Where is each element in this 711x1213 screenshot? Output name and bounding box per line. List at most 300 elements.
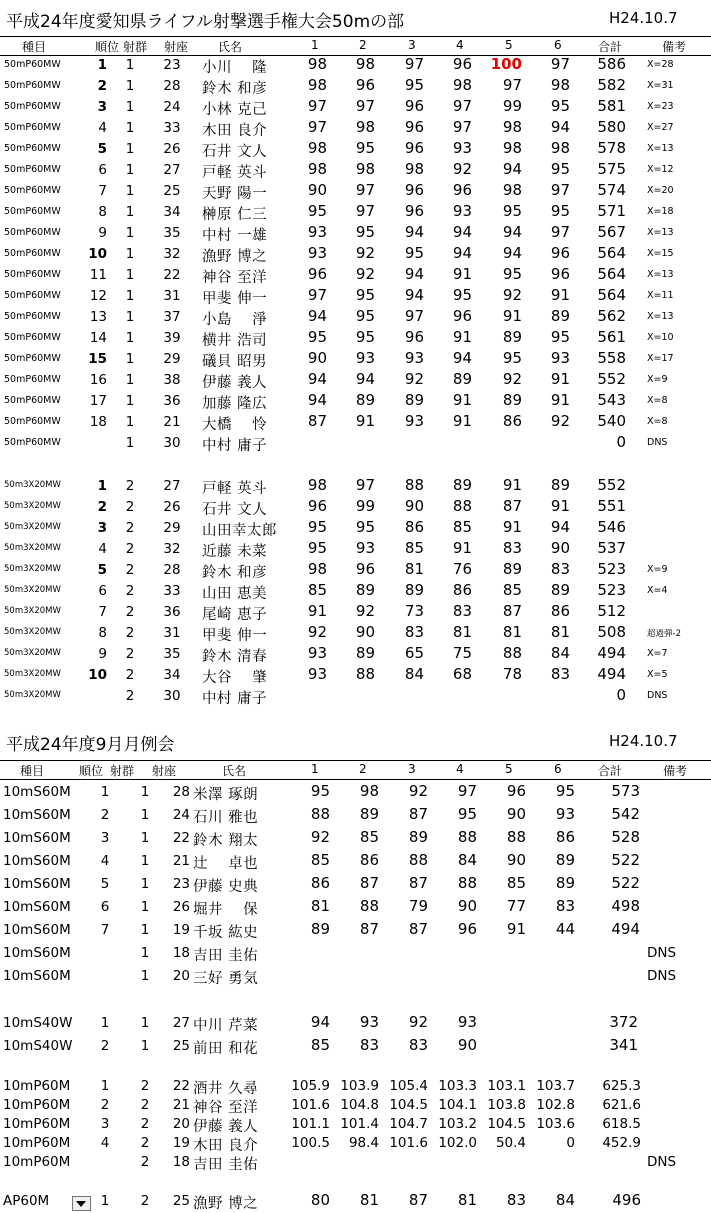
score-cell: 87 [408,874,428,892]
seat-cell: 38 [163,372,181,388]
score-cell: 103.2 [438,1116,477,1132]
score-cell: 91 [550,391,570,409]
rank-cell: 5 [97,141,107,157]
score-cell: 95 [355,328,375,346]
score-cell: 85 [452,518,472,536]
section2-header [0,760,711,780]
total-cell: 528 [611,828,640,846]
rank-cell: 2 [100,1097,110,1113]
name-cell: 中村 庸子 [202,691,268,707]
rank-cell: 9 [98,646,107,662]
seat-cell: 29 [163,351,181,367]
score-cell: 87 [502,602,522,620]
note-cell: X=7 [647,648,668,659]
name-cell: 小川 隆 [202,60,268,76]
name-cell: 辻 卓也 [193,856,259,872]
score-cell: 83 [550,665,570,683]
event-cell: 50m3X20MW [4,627,61,637]
score-cell: 86 [502,412,522,430]
score-cell: 76 [452,560,472,578]
group-cell: 1 [140,968,150,984]
name-cell: 鈴木 和彦 [202,81,268,97]
total-cell: 571 [597,202,626,220]
event-dropdown-button[interactable] [72,1196,91,1211]
total-cell: 558 [597,349,626,367]
seat-cell: 35 [163,225,181,241]
total-cell: 522 [611,874,640,892]
score-cell: 97 [452,118,472,136]
name-cell: 山田 恵美 [202,586,268,602]
score-cell: 96 [307,265,327,283]
score-cell: 81 [457,1191,477,1209]
score-cell: 95 [310,782,330,800]
score-cell: 89 [355,644,375,662]
score-cell: 90 [457,1036,477,1054]
score-cell: 94 [307,391,327,409]
event-cell: 10mS60M [3,968,71,984]
score-cell: 80 [310,1191,330,1209]
score-cell: 85 [506,874,526,892]
event-cell: 50m3X20MW [4,606,61,616]
score-cell: 94 [502,223,522,241]
score-cell: 95 [307,328,327,346]
column-header: 5 [505,762,513,776]
event-cell: 10mP60M [3,1078,71,1094]
score-cell: 89 [555,874,575,892]
score-cell: 95 [307,539,327,557]
total-cell: 564 [597,265,626,283]
score-cell: 96 [355,560,375,578]
total-cell: 578 [597,139,626,157]
total-cell: 551 [597,497,626,515]
score-cell: 95 [355,307,375,325]
seat-cell: 28 [163,78,181,94]
total-cell: 582 [597,76,626,94]
score-cell: 96 [452,55,472,73]
score-cell: 103.6 [536,1116,575,1132]
score-cell: 95 [307,518,327,536]
event-cell: 50mP60MW [4,311,61,322]
event-cell: 50m3X20MW [4,543,61,553]
score-cell: 86 [555,828,575,846]
note-cell: X=13 [647,311,674,322]
rank-cell: 16 [89,372,107,388]
score-cell: 96 [457,920,477,938]
score-cell: 103.9 [340,1078,379,1094]
total-cell: 522 [611,851,640,869]
group-cell: 1 [140,784,150,800]
score-cell: 95 [550,97,570,115]
name-cell: 鈴木 翔太 [193,833,259,849]
score-cell: 85 [307,581,327,599]
total-cell: 562 [597,307,626,325]
score-cell: 97 [404,307,424,325]
rank-cell: 1 [100,1193,110,1209]
name-cell: 石井 文人 [202,144,268,160]
score-cell: 93 [404,412,424,430]
rank-cell: 9 [98,225,107,241]
score-cell: 97 [355,181,375,199]
total-cell: 0 [616,433,626,451]
score-cell: 95 [404,76,424,94]
name-cell: 鈴木 清春 [202,649,268,665]
seat-cell: 31 [163,625,181,641]
name-cell: 米澤 琢朗 [193,787,259,803]
seat-cell: 32 [163,246,181,262]
score-cell: 88 [310,805,330,823]
seat-cell: 20 [172,968,190,984]
note-cell: X=10 [647,332,674,343]
name-cell: 伊藤 史典 [193,879,259,895]
score-cell: 104.5 [389,1097,428,1113]
name-cell: 堀井 保 [193,902,259,918]
score-cell: 88 [457,828,477,846]
total-cell: 567 [597,223,626,241]
score-cell: 87 [502,497,522,515]
section1-date: H24.10.7 [609,9,678,27]
score-cell: 91 [550,497,570,515]
score-cell: 99 [502,97,522,115]
total-cell: 523 [597,560,626,578]
score-cell: 77 [506,897,526,915]
score-cell: 91 [452,265,472,283]
score-cell: 78 [502,665,522,683]
event-cell: 10mS60M [3,899,71,915]
group-cell: 2 [125,478,135,494]
score-cell: 96 [452,181,472,199]
rank-cell: 1 [97,478,107,494]
score-cell: 91 [502,476,522,494]
rank-cell: 3 [100,830,110,846]
score-cell: 93 [307,244,327,262]
score-cell: 92 [404,370,424,388]
seat-cell: 23 [163,57,181,73]
event-cell: 50m3X20MW [4,564,61,574]
event-cell: 50mP60MW [4,59,61,70]
score-cell: 98 [550,139,570,157]
total-cell: 561 [597,328,626,346]
note-cell: X=13 [647,227,674,238]
event-cell: 10mS60M [3,784,71,800]
score-cell: 95 [550,202,570,220]
score-cell: 92 [355,265,375,283]
score-cell: 98 [307,560,327,578]
score-cell: 89 [310,920,330,938]
note-cell: X=9 [647,564,668,575]
score-cell: 96 [307,497,327,515]
group-cell: 2 [125,625,135,641]
score-cell: 89 [408,828,428,846]
event-cell: 50mP60MW [4,437,61,448]
name-cell: 尾崎 恵子 [202,607,268,623]
name-cell: 加藤 隆広 [202,396,268,412]
column-header: 合計 [598,40,623,54]
rank-cell: 2 [100,807,110,823]
rank-cell: 8 [98,204,107,220]
name-cell: 中川 芹菜 [193,1018,259,1034]
seat-cell: 25 [163,183,181,199]
group-cell: 1 [125,162,135,178]
score-cell: 92 [550,412,570,430]
name-cell: 木田 良介 [202,123,268,139]
event-cell: 50mP60MW [4,185,61,196]
score-cell: 84 [404,665,424,683]
total-cell: 546 [597,518,626,536]
total-cell: 498 [611,897,640,915]
score-cell: 96 [506,782,526,800]
total-cell: 537 [597,539,626,557]
score-cell: 101.4 [340,1116,379,1132]
event-cell: 10mS40W [3,1015,73,1031]
score-cell: 98 [355,55,375,73]
score-cell: 92 [307,623,327,641]
section2-title: 平成24年度9月月例会 [6,735,175,755]
note-cell: DNS [647,945,677,961]
score-cell: 93 [355,539,375,557]
score-cell: 95 [404,244,424,262]
section1-header [0,36,711,56]
event-cell: 10mS60M [3,807,71,823]
score-cell: 84 [550,644,570,662]
seat-cell: 19 [172,922,190,938]
score-cell: 93 [359,1013,379,1031]
column-header: 6 [554,38,562,52]
score-cell: 85 [310,851,330,869]
score-cell: 94 [550,518,570,536]
seat-cell: 27 [163,478,181,494]
event-cell: 50m3X20MW [4,648,61,658]
score-cell: 93 [550,349,570,367]
score-cell: 96 [355,76,375,94]
column-header: 種目 [22,40,47,54]
score-cell: 98 [502,139,522,157]
score-cell: 89 [502,560,522,578]
column-header: 射群 [123,40,148,54]
score-cell: 98 [502,181,522,199]
score-cell: 88 [506,828,526,846]
event-cell: 10mS60M [3,853,71,869]
name-cell: 伊藤 義人 [193,1119,259,1135]
name-cell: 石川 雅也 [193,810,259,826]
score-cell: 101.1 [291,1116,330,1132]
score-cell: 92 [355,244,375,262]
section2-date: H24.10.7 [609,732,678,750]
score-cell: 93 [452,139,472,157]
event-cell: 50m3X20MW [4,585,61,595]
chevron-down-icon [76,1201,86,1207]
event-cell: 10mS60M [3,830,71,846]
seat-cell: 25 [172,1038,190,1054]
group-cell: 1 [125,435,135,451]
rank-cell: 2 [97,78,107,94]
score-cell: 88 [452,497,472,515]
score-cell: 85 [502,581,522,599]
score-cell: 91 [355,412,375,430]
group-cell: 1 [140,853,150,869]
score-cell: 98 [307,55,327,73]
score-cell: 91 [307,602,327,620]
note-cell: X=13 [647,143,674,154]
total-cell: 621.6 [602,1097,641,1113]
score-cell: 79 [408,897,428,915]
group-cell: 1 [125,330,135,346]
group-cell: 2 [125,499,135,515]
seat-cell: 30 [163,435,181,451]
score-cell: 87 [408,920,428,938]
rank-cell: 7 [98,604,107,620]
rank-cell: 4 [100,853,110,869]
score-cell: 98 [307,76,327,94]
note-cell: X=27 [647,122,674,133]
note-cell: X=12 [647,164,674,175]
total-cell: 618.5 [602,1116,641,1132]
event-cell: 50mP60MW [4,248,61,259]
score-cell: 91 [452,412,472,430]
score-cell: 84 [555,1191,575,1209]
seat-cell: 20 [172,1116,190,1132]
score-cell: 88 [457,874,477,892]
rank-cell: 6 [98,162,107,178]
column-header: 4 [456,38,464,52]
seat-cell: 21 [163,414,181,430]
score-cell: 95 [550,328,570,346]
score-cell: 81 [452,623,472,641]
group-cell: 2 [125,604,135,620]
name-cell: 神谷 至洋 [202,270,268,286]
note-cell: X=13 [647,269,674,280]
score-cell: 91 [502,518,522,536]
score-cell: 96 [452,307,472,325]
event-cell: 10mP60M [3,1154,71,1170]
total-cell: 564 [597,244,626,262]
score-cell: 98 [355,160,375,178]
note-cell: DNS [647,690,668,701]
score-cell: 95 [502,202,522,220]
score-cell: 86 [452,581,472,599]
score-cell: 103.1 [487,1078,526,1094]
score-cell: 96 [404,118,424,136]
column-header: 射座 [152,764,177,778]
score-cell: 88 [502,644,522,662]
score-cell: 50.4 [495,1135,526,1151]
score-cell: 89 [502,391,522,409]
group-cell: 1 [125,372,135,388]
note-cell: X=8 [647,395,668,406]
event-cell: 50m3X20MW [4,501,61,511]
score-cell: 83 [506,1191,526,1209]
score-cell: 95 [355,518,375,536]
name-cell: 戸軽 英斗 [202,165,268,181]
score-cell: 98 [452,76,472,94]
rank-cell: 7 [100,922,110,938]
name-cell: 漁野 博之 [193,1196,259,1212]
score-cell: 104.5 [487,1116,526,1132]
note-cell: X=5 [647,669,668,680]
score-cell: 95 [502,265,522,283]
score-cell: 44 [555,920,575,938]
seat-cell: 32 [163,541,181,557]
score-cell: 97 [457,782,477,800]
score-cell: 65 [404,644,424,662]
rank-cell: 3 [97,520,107,536]
score-cell: 92 [355,602,375,620]
seat-cell: 28 [172,784,190,800]
score-cell: 91 [550,286,570,304]
note-cell: X=23 [647,101,674,112]
score-cell: 99 [355,497,375,515]
score-cell: 87 [307,412,327,430]
score-cell: 94 [452,244,472,262]
event-cell: 50mP60MW [4,269,61,280]
group-cell: 2 [125,541,135,557]
group-cell: 1 [125,246,135,262]
event-cell: 50mP60MW [4,164,61,175]
score-cell: 101.6 [291,1097,330,1113]
column-header: 3 [408,762,416,776]
score-cell: 97 [307,118,327,136]
score-cell: 97 [550,181,570,199]
score-cell: 81 [310,897,330,915]
score-cell: 91 [452,328,472,346]
event-cell: 10mP60M [3,1116,71,1132]
column-header: 射座 [164,40,189,54]
seat-cell: 27 [172,1015,190,1031]
total-cell: 540 [597,412,626,430]
name-cell: 三好 勇気 [193,971,259,987]
name-cell: 天野 陽一 [202,186,268,202]
note-cell: X=31 [647,80,674,91]
column-header: 氏名 [218,40,243,54]
seat-cell: 22 [163,267,181,283]
score-cell: 94 [452,349,472,367]
rank-cell: 18 [89,414,107,430]
score-cell: 92 [408,782,428,800]
score-cell: 94 [307,370,327,388]
note-cell: 超過弾-2 [647,629,681,639]
score-cell: 88 [355,665,375,683]
seat-cell: 29 [163,520,181,536]
score-cell: 92 [502,370,522,388]
score-cell: 97 [550,223,570,241]
score-cell: 96 [404,181,424,199]
rank-cell: 5 [100,876,110,892]
score-cell: 68 [452,665,472,683]
score-cell: 97 [550,55,570,73]
rank-cell: 12 [89,288,107,304]
column-header: 射群 [110,764,135,778]
total-cell: 512 [597,602,626,620]
column-header: 氏名 [222,764,247,778]
note-cell: DNS [647,1154,677,1170]
rank-cell: 1 [100,1015,110,1031]
seat-cell: 25 [172,1193,190,1209]
group-cell: 1 [140,1015,150,1031]
group-cell: 1 [140,1038,150,1054]
score-cell: 100 [490,55,522,73]
total-cell: 508 [597,623,626,641]
column-header: 6 [554,762,562,776]
column-header: 種目 [20,764,45,778]
score-cell: 83 [404,623,424,641]
score-cell: 86 [310,874,330,892]
note-cell: X=17 [647,353,674,364]
score-cell: 87 [359,920,379,938]
rank-cell: 6 [100,899,110,915]
name-cell: 前田 和花 [193,1041,259,1057]
score-cell: 95 [355,286,375,304]
group-cell: 2 [125,667,135,683]
score-cell: 98 [307,476,327,494]
